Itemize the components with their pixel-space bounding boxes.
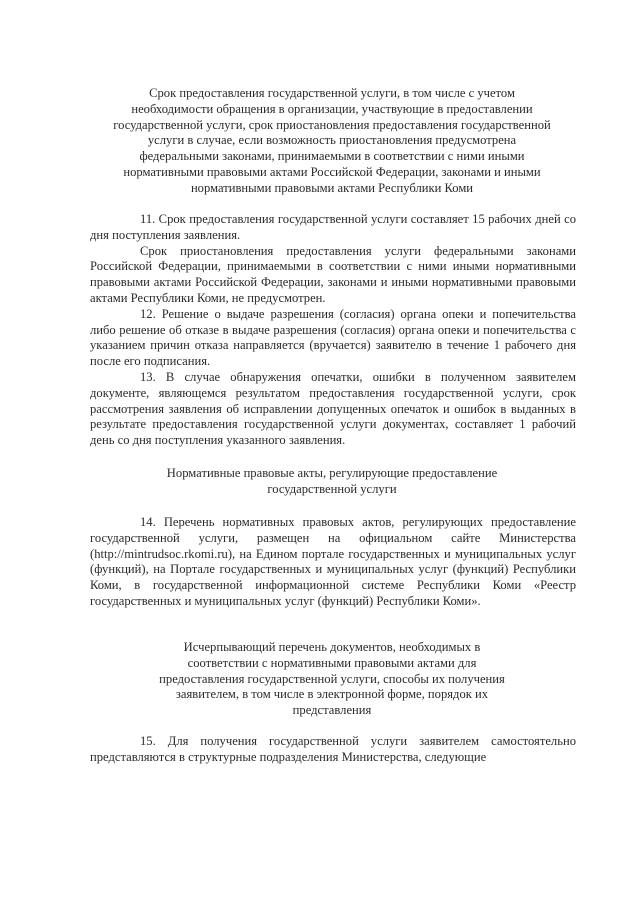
paragraph-12: 12. Решение о выдаче разрешения (согласия) органа опеки и попечительства либо решение об отказе в выдаче разрешения (согласия) органа опеки и попечительства с указанием причин отказа направляется (вручается) заявителю в течение 1 рабочего дня после его подписания.: [90, 306, 576, 369]
paragraph-15: 15. Для получения государственной услуги заявителем самостоятельно представляются в структурные подразделения Министерства, следующие: [90, 734, 576, 764]
section-body-documents: [90, 734, 576, 766]
section-body-service-term: [90, 212, 576, 449]
section-heading-documents: Исчерпывающий перечень документов, необходимых в соответствии с нормативными правовыми актами для предоставления государственной услуги, способы их получения заявителем, в том числе в электронной форме, порядок их представления: [159, 640, 505, 718]
section-heading-service-term: Срок предоставления государственной услуги, в том числе с учетом необходимости обращения в организации, участвующие в предоставлении государственной услуги, срок приостановления предоставления государственной услуги в случае, если возможность приостановления предусмотрена федеральными законами, принимаемыми в соответствии с ними иными нормативными правовыми актами Российской Федерации, законами и иными нормативными правовыми актами Республики Коми: [113, 86, 551, 195]
section-body-legal-acts: [90, 515, 576, 610]
paragraph-14: 14. Перечень нормативных правовых актов, регулирующих предоставление государственной услуги, размещен на официальном сайте Министерства (http://mintrudsoc.rkomi.ru), на Едином портале государственных и муниципальных услуг (функций), на Портале государственных и муниципальных услуг (функций) Республики Коми, в государственной информационной системе Республики Коми «Реестр государственных и муниципальных услуг (функций) Республики Коми».: [90, 515, 576, 608]
paragraph-11: 11. Срок предоставления государственной услуги составляет 15 рабочих дней со дня поступления заявления.: [90, 212, 576, 242]
paragraph-suspension: Срок приостановления предоставления услуги федеральными законами Российской Федерации, принимаемыми в соответствии с ними иными нормативными правовыми актами Российской Федерации, законами и иными нормативными правовыми актами Республики Коми, не предусмотрен.: [90, 243, 576, 305]
section-heading-legal-acts: Нормативные правовые акты, регулирующие предоставление государственной услуги: [166, 466, 498, 496]
paragraph-13: 13. В случае обнаружения опечатки, ошибки в полученном заявителем документе, являющемся результатом предоставления государственной услуги, срок рассмотрения заявления об исправлении допущенных опечаток и ошибок в выданных в результате предоставления государственной услуги документах, составляет 1 рабочий день со дня поступления указанного заявления.: [90, 369, 576, 448]
